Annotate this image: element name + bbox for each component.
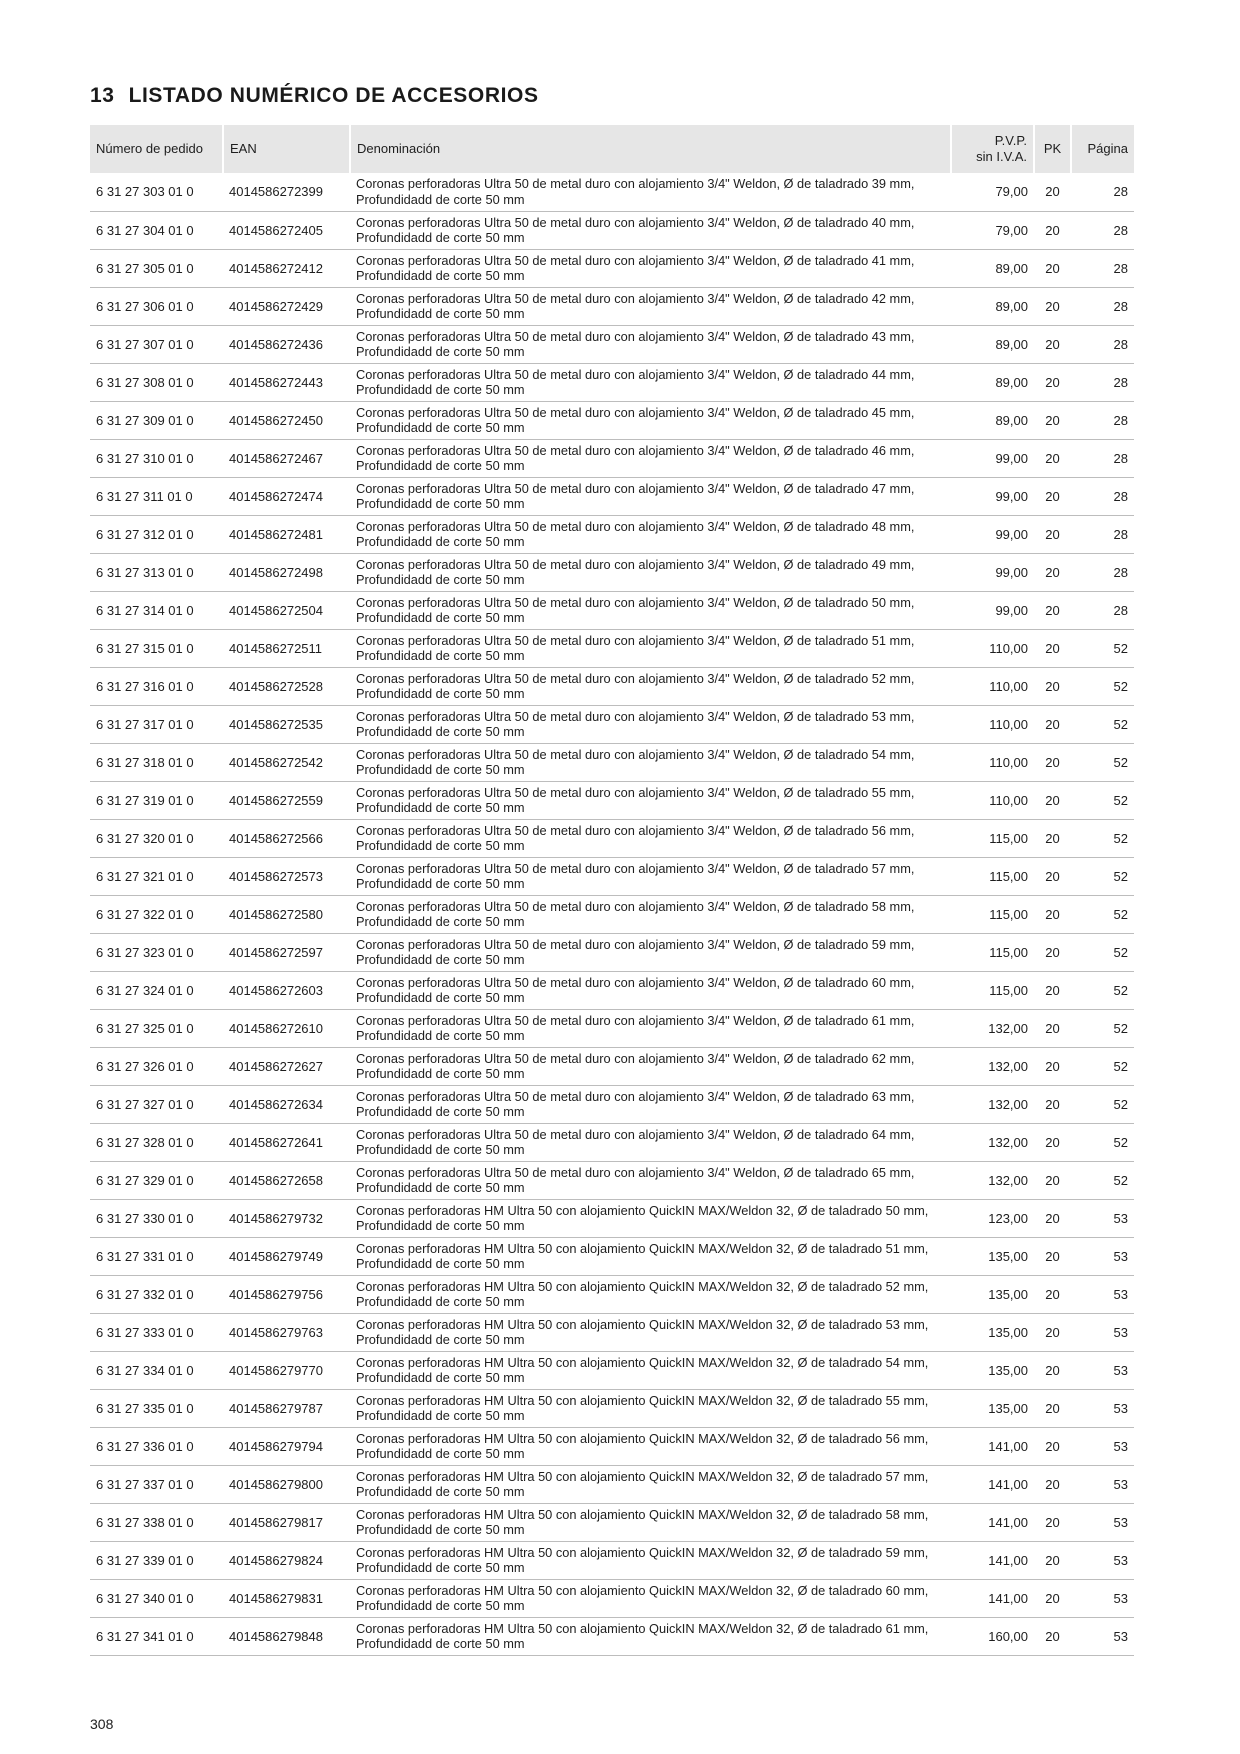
section-number: 13 xyxy=(90,84,115,108)
cell-pk: 20 xyxy=(1045,1590,1060,1606)
cell-ean: 4014586272658 xyxy=(229,1172,323,1188)
cell-page: 28 xyxy=(1113,260,1128,276)
cell-price: 135,00 xyxy=(988,1248,1028,1264)
cell-price: 115,00 xyxy=(989,830,1028,846)
cell-name: Coronas perforadoras Ultra 50 de metal duro con alojamiento 3/4" Weldon, Ø de taladrado 52 mm, Profundidadd de corte 50 mm xyxy=(356,670,915,701)
cell-ean: 4014586272634 xyxy=(229,1096,323,1112)
cell-page: 53 xyxy=(1113,1514,1128,1530)
cell-pk: 20 xyxy=(1045,298,1060,314)
cell-pk: 20 xyxy=(1045,1324,1060,1340)
cell-order-number: 6 31 27 340 01 0 xyxy=(96,1590,194,1606)
cell-price: 115,00 xyxy=(989,868,1028,884)
cell-page: 28 xyxy=(1113,526,1128,542)
cell-page: 53 xyxy=(1113,1210,1128,1226)
cell-name: Coronas perforadoras Ultra 50 de metal duro con alojamiento 3/4" Weldon, Ø de taladrado 50 mm, Profundidadd de corte 50 mm xyxy=(356,594,915,625)
cell-pk: 20 xyxy=(1045,450,1060,466)
table-row xyxy=(90,515,1134,553)
cell-page: 52 xyxy=(1113,1058,1128,1074)
cell-price: 135,00 xyxy=(988,1400,1028,1416)
cell-order-number: 6 31 27 323 01 0 xyxy=(96,944,194,960)
cell-price: 141,00 xyxy=(988,1552,1028,1568)
cell-page: 28 xyxy=(1113,298,1128,314)
cell-page: 52 xyxy=(1113,982,1128,998)
cell-ean: 4014586272443 xyxy=(229,374,323,390)
cell-ean: 4014586272627 xyxy=(229,1058,323,1074)
cell-ean: 4014586272504 xyxy=(229,602,323,618)
table-row xyxy=(90,1541,1134,1579)
cell-ean: 4014586272467 xyxy=(229,450,323,466)
table-row xyxy=(90,781,1134,819)
cell-name: Coronas perforadoras Ultra 50 de metal duro con alojamiento 3/4" Weldon, Ø de taladrado 63 mm, Profundidadd de corte 50 mm xyxy=(356,1088,915,1119)
table-row xyxy=(90,173,1134,211)
table-row xyxy=(90,211,1134,249)
cell-pk: 20 xyxy=(1045,1286,1060,1302)
cell-name: Coronas perforadoras Ultra 50 de metal duro con alojamiento 3/4" Weldon, Ø de taladrado 54 mm, Profundidadd de corte 50 mm xyxy=(356,746,915,777)
header-row xyxy=(90,125,1134,173)
cell-pk: 20 xyxy=(1045,1020,1060,1036)
cell-name: Coronas perforadoras Ultra 50 de metal duro con alojamiento 3/4" Weldon, Ø de taladrado 60 mm, Profundidadd de corte 50 mm xyxy=(356,974,915,1005)
table-row xyxy=(90,363,1134,401)
cell-price: 141,00 xyxy=(988,1476,1028,1492)
table-row xyxy=(90,1579,1134,1617)
cell-page: 53 xyxy=(1113,1286,1128,1302)
cell-price: 110,00 xyxy=(989,640,1028,656)
header-pk: PK xyxy=(1034,125,1071,173)
cell-price: 99,00 xyxy=(995,526,1028,542)
cell-name: Coronas perforadoras HM Ultra 50 con alojamiento QuickIN MAX/Weldon 32, Ø de taladrado 53 mm, Profundidadd de corte 50 mm xyxy=(356,1316,929,1347)
cell-order-number: 6 31 27 320 01 0 xyxy=(96,830,194,846)
cell-ean: 4014586279848 xyxy=(229,1628,323,1644)
cell-pk: 20 xyxy=(1045,830,1060,846)
cell-order-number: 6 31 27 312 01 0 xyxy=(96,526,194,542)
cell-ean: 4014586272429 xyxy=(229,298,323,314)
cell-ean: 4014586272436 xyxy=(229,336,323,352)
accessories-table xyxy=(90,125,1134,1656)
cell-ean: 4014586279824 xyxy=(229,1552,323,1568)
cell-pk: 20 xyxy=(1045,564,1060,580)
cell-ean: 4014586272405 xyxy=(229,222,323,238)
cell-order-number: 6 31 27 310 01 0 xyxy=(96,450,194,466)
table-row xyxy=(90,401,1134,439)
table-row xyxy=(90,1047,1134,1085)
cell-price: 132,00 xyxy=(988,1020,1028,1036)
cell-pk: 20 xyxy=(1045,1552,1060,1568)
cell-ean: 4014586272450 xyxy=(229,412,323,428)
cell-price: 89,00 xyxy=(995,260,1028,276)
cell-ean: 4014586272641 xyxy=(229,1134,323,1150)
cell-ean: 4014586272511 xyxy=(229,640,323,656)
table-row xyxy=(90,1617,1134,1655)
cell-ean: 4014586279732 xyxy=(229,1210,323,1226)
cell-pk: 20 xyxy=(1045,374,1060,390)
table-row xyxy=(90,553,1134,591)
cell-ean: 4014586279787 xyxy=(229,1400,323,1416)
cell-name: Coronas perforadoras Ultra 50 de metal duro con alojamiento 3/4" Weldon, Ø de taladrado 62 mm, Profundidadd de corte 50 mm xyxy=(356,1050,915,1081)
cell-order-number: 6 31 27 329 01 0 xyxy=(96,1172,194,1188)
cell-price: 141,00 xyxy=(988,1514,1028,1530)
cell-page: 52 xyxy=(1113,1020,1128,1036)
cell-pk: 20 xyxy=(1045,526,1060,542)
cell-pk: 20 xyxy=(1045,1210,1060,1226)
cell-page: 52 xyxy=(1113,1172,1128,1188)
cell-price: 89,00 xyxy=(995,336,1028,352)
cell-name: Coronas perforadoras Ultra 50 de metal duro con alojamiento 3/4" Weldon, Ø de taladrado 45 mm, Profundidadd de corte 50 mm xyxy=(356,404,915,435)
cell-price: 99,00 xyxy=(995,564,1028,580)
cell-order-number: 6 31 27 324 01 0 xyxy=(96,982,194,998)
cell-page: 53 xyxy=(1113,1248,1128,1264)
cell-order-number: 6 31 27 322 01 0 xyxy=(96,906,194,922)
cell-page: 53 xyxy=(1113,1438,1128,1454)
cell-pk: 20 xyxy=(1045,602,1060,618)
cell-order-number: 6 31 27 319 01 0 xyxy=(96,792,194,808)
cell-price: 123,00 xyxy=(988,1210,1028,1226)
table-row xyxy=(90,325,1134,363)
cell-name: Coronas perforadoras Ultra 50 de metal duro con alojamiento 3/4" Weldon, Ø de taladrado 46 mm, Profundidadd de corte 50 mm xyxy=(356,442,915,473)
table-row xyxy=(90,1275,1134,1313)
cell-page: 28 xyxy=(1113,222,1128,238)
cell-page: 28 xyxy=(1113,374,1128,390)
table-row xyxy=(90,1313,1134,1351)
cell-pk: 20 xyxy=(1045,260,1060,276)
cell-ean: 4014586272498 xyxy=(229,564,323,580)
cell-order-number: 6 31 27 336 01 0 xyxy=(96,1438,194,1454)
table-row xyxy=(90,1237,1134,1275)
table-row xyxy=(90,439,1134,477)
cell-name: Coronas perforadoras Ultra 50 de metal duro con alojamiento 3/4" Weldon, Ø de taladrado 40 mm, Profundidadd de corte 50 mm xyxy=(356,214,915,245)
cell-name: Coronas perforadoras HM Ultra 50 con alojamiento QuickIN MAX/Weldon 32, Ø de taladrado 59 mm, Profundidadd de corte 50 mm xyxy=(356,1544,929,1575)
cell-ean: 4014586272528 xyxy=(229,678,323,694)
table-row xyxy=(90,1503,1134,1541)
cell-order-number: 6 31 27 327 01 0 xyxy=(96,1096,194,1112)
cell-name: Coronas perforadoras Ultra 50 de metal duro con alojamiento 3/4" Weldon, Ø de taladrado 48 mm, Profundidadd de corte 50 mm xyxy=(356,518,915,549)
header-ean: EAN xyxy=(223,125,350,173)
table-row xyxy=(90,1199,1134,1237)
cell-name: Coronas perforadoras HM Ultra 50 con alojamiento QuickIN MAX/Weldon 32, Ø de taladrado 55 mm, Profundidadd de corte 50 mm xyxy=(356,1392,929,1423)
cell-price: 115,00 xyxy=(989,944,1028,960)
cell-ean: 4014586272566 xyxy=(229,830,323,846)
table-body xyxy=(90,173,1134,1655)
cell-price: 89,00 xyxy=(995,298,1028,314)
cell-pk: 20 xyxy=(1045,792,1060,808)
cell-order-number: 6 31 27 328 01 0 xyxy=(96,1134,194,1150)
cell-price: 79,00 xyxy=(995,222,1028,238)
cell-price: 115,00 xyxy=(989,982,1028,998)
cell-price: 79,00 xyxy=(995,184,1028,200)
table-row xyxy=(90,1351,1134,1389)
cell-ean: 4014586279763 xyxy=(229,1324,323,1340)
cell-ean: 4014586272542 xyxy=(229,754,323,770)
header-price xyxy=(951,125,1034,173)
cell-order-number: 6 31 27 305 01 0 xyxy=(96,260,194,276)
cell-pk: 20 xyxy=(1045,412,1060,428)
cell-price: 99,00 xyxy=(995,450,1028,466)
cell-page: 53 xyxy=(1113,1628,1128,1644)
cell-order-number: 6 31 27 338 01 0 xyxy=(96,1514,194,1530)
cell-name: Coronas perforadoras Ultra 50 de metal duro con alojamiento 3/4" Weldon, Ø de taladrado 64 mm, Profundidadd de corte 50 mm xyxy=(356,1126,915,1157)
cell-name: Coronas perforadoras Ultra 50 de metal duro con alojamiento 3/4" Weldon, Ø de taladrado 44 mm, Profundidadd de corte 50 mm xyxy=(356,366,915,397)
cell-pk: 20 xyxy=(1045,982,1060,998)
cell-pk: 20 xyxy=(1045,906,1060,922)
table-row xyxy=(90,819,1134,857)
cell-pk: 20 xyxy=(1045,1058,1060,1074)
table-row xyxy=(90,933,1134,971)
cell-page: 52 xyxy=(1113,716,1128,732)
cell-price: 110,00 xyxy=(989,678,1028,694)
cell-price: 160,00 xyxy=(988,1628,1028,1644)
cell-name: Coronas perforadoras Ultra 50 de metal duro con alojamiento 3/4" Weldon, Ø de taladrado 59 mm, Profundidadd de corte 50 mm xyxy=(356,936,915,967)
cell-order-number: 6 31 27 330 01 0 xyxy=(96,1210,194,1226)
cell-ean: 4014586272474 xyxy=(229,488,323,504)
cell-price: 132,00 xyxy=(988,1134,1028,1150)
cell-page: 52 xyxy=(1113,640,1128,656)
table-row xyxy=(90,667,1134,705)
cell-page: 52 xyxy=(1113,1134,1128,1150)
cell-order-number: 6 31 27 304 01 0 xyxy=(96,222,194,238)
cell-name: Coronas perforadoras HM Ultra 50 con alojamiento QuickIN MAX/Weldon 32, Ø de taladrado 54 mm, Profundidadd de corte 50 mm xyxy=(356,1354,929,1385)
cell-name: Coronas perforadoras Ultra 50 de metal duro con alojamiento 3/4" Weldon, Ø de taladrado 57 mm, Profundidadd de corte 50 mm xyxy=(356,860,915,891)
cell-order-number: 6 31 27 333 01 0 xyxy=(96,1324,194,1340)
cell-page: 28 xyxy=(1113,602,1128,618)
cell-pk: 20 xyxy=(1045,716,1060,732)
header-price-line2: sin I.V.A. xyxy=(976,149,1027,164)
cell-name: Coronas perforadoras Ultra 50 de metal duro con alojamiento 3/4" Weldon, Ø de taladrado 41 mm, Profundidadd de corte 50 mm xyxy=(356,252,915,283)
header-order-number: Número de pedido xyxy=(96,141,203,156)
cell-order-number: 6 31 27 332 01 0 xyxy=(96,1286,194,1302)
cell-ean: 4014586272559 xyxy=(229,792,323,808)
cell-order-number: 6 31 27 316 01 0 xyxy=(96,678,194,694)
cell-order-number: 6 31 27 318 01 0 xyxy=(96,754,194,770)
cell-order-number: 6 31 27 307 01 0 xyxy=(96,336,194,352)
cell-name: Coronas perforadoras HM Ultra 50 con alojamiento QuickIN MAX/Weldon 32, Ø de taladrado 60 mm, Profundidadd de corte 50 mm xyxy=(356,1582,929,1613)
cell-pk: 20 xyxy=(1045,944,1060,960)
cell-page: 53 xyxy=(1113,1324,1128,1340)
cell-page: 53 xyxy=(1113,1590,1128,1606)
cell-order-number: 6 31 27 303 01 0 xyxy=(96,184,194,200)
cell-ean: 4014586272580 xyxy=(229,906,323,922)
cell-page: 28 xyxy=(1113,336,1128,352)
cell-price: 99,00 xyxy=(995,602,1028,618)
cell-order-number: 6 31 27 335 01 0 xyxy=(96,1400,194,1416)
table-row xyxy=(90,1427,1134,1465)
cell-page: 28 xyxy=(1113,412,1128,428)
cell-page: 52 xyxy=(1113,792,1128,808)
table-row xyxy=(90,287,1134,325)
cell-pk: 20 xyxy=(1045,1172,1060,1188)
cell-ean: 4014586272610 xyxy=(229,1020,323,1036)
cell-page: 52 xyxy=(1113,868,1128,884)
cell-price: 89,00 xyxy=(995,374,1028,390)
table-row xyxy=(90,705,1134,743)
cell-order-number: 6 31 27 326 01 0 xyxy=(96,1058,194,1074)
cell-order-number: 6 31 27 339 01 0 xyxy=(96,1552,194,1568)
cell-order-number: 6 31 27 314 01 0 xyxy=(96,602,194,618)
table-row xyxy=(90,1465,1134,1503)
cell-ean: 4014586272603 xyxy=(229,982,323,998)
cell-page: 52 xyxy=(1113,830,1128,846)
cell-name: Coronas perforadoras HM Ultra 50 con alojamiento QuickIN MAX/Weldon 32, Ø de taladrado 61 mm, Profundidadd de corte 50 mm xyxy=(356,1620,929,1651)
cell-order-number: 6 31 27 321 01 0 xyxy=(96,868,194,884)
cell-order-number: 6 31 27 309 01 0 xyxy=(96,412,194,428)
cell-price: 115,00 xyxy=(989,906,1028,922)
cell-name: Coronas perforadoras Ultra 50 de metal duro con alojamiento 3/4" Weldon, Ø de taladrado 47 mm, Profundidadd de corte 50 mm xyxy=(356,480,915,511)
cell-pk: 20 xyxy=(1045,1400,1060,1416)
table-header xyxy=(90,125,1134,173)
cell-order-number: 6 31 27 315 01 0 xyxy=(96,640,194,656)
table-row xyxy=(90,1389,1134,1427)
section-title: LISTADO NUMÉRICO DE ACCESORIOS xyxy=(128,84,539,108)
cell-pk: 20 xyxy=(1045,1438,1060,1454)
cell-price: 135,00 xyxy=(988,1324,1028,1340)
cell-name: Coronas perforadoras HM Ultra 50 con alojamiento QuickIN MAX/Weldon 32, Ø de taladrado 57 mm, Profundidadd de corte 50 mm xyxy=(356,1468,929,1499)
table-row xyxy=(90,971,1134,1009)
cell-name: Coronas perforadoras Ultra 50 de metal duro con alojamiento 3/4" Weldon, Ø de taladrado 51 mm, Profundidadd de corte 50 mm xyxy=(356,632,915,663)
cell-name: Coronas perforadoras Ultra 50 de metal duro con alojamiento 3/4" Weldon, Ø de taladrado 43 mm, Profundidadd de corte 50 mm xyxy=(356,328,915,359)
cell-order-number: 6 31 27 341 01 0 xyxy=(96,1628,194,1644)
cell-ean: 4014586272597 xyxy=(229,944,323,960)
cell-page: 28 xyxy=(1113,184,1128,200)
cell-price: 110,00 xyxy=(989,792,1028,808)
cell-name: Coronas perforadoras Ultra 50 de metal duro con alojamiento 3/4" Weldon, Ø de taladrado 53 mm, Profundidadd de corte 50 mm xyxy=(356,708,915,739)
cell-pk: 20 xyxy=(1045,1362,1060,1378)
cell-pk: 20 xyxy=(1045,640,1060,656)
cell-ean: 4014586279756 xyxy=(229,1286,323,1302)
header-price-line1: P.V.P. xyxy=(994,133,1027,148)
cell-page: 53 xyxy=(1113,1476,1128,1492)
page-number: 308 xyxy=(90,1716,114,1732)
cell-pk: 20 xyxy=(1045,678,1060,694)
table-row xyxy=(90,895,1134,933)
cell-page: 52 xyxy=(1113,754,1128,770)
cell-pk: 20 xyxy=(1045,1096,1060,1112)
cell-page: 28 xyxy=(1113,564,1128,580)
cell-ean: 4014586272573 xyxy=(229,868,323,884)
cell-page: 53 xyxy=(1113,1400,1128,1416)
cell-order-number: 6 31 27 317 01 0 xyxy=(96,716,194,732)
cell-ean: 4014586279770 xyxy=(229,1362,323,1378)
cell-order-number: 6 31 27 331 01 0 xyxy=(96,1248,194,1264)
cell-name: Coronas perforadoras HM Ultra 50 con alojamiento QuickIN MAX/Weldon 32, Ø de taladrado 50 mm, Profundidadd de corte 50 mm xyxy=(356,1202,929,1233)
cell-order-number: 6 31 27 325 01 0 xyxy=(96,1020,194,1036)
cell-name: Coronas perforadoras HM Ultra 50 con alojamiento QuickIN MAX/Weldon 32, Ø de taladrado 58 mm, Profundidadd de corte 50 mm xyxy=(356,1506,929,1537)
cell-name: Coronas perforadoras HM Ultra 50 con alojamiento QuickIN MAX/Weldon 32, Ø de taladrado 52 mm, Profundidadd de corte 50 mm xyxy=(356,1278,929,1309)
cell-name: Coronas perforadoras Ultra 50 de metal duro con alojamiento 3/4" Weldon, Ø de taladrado 49 mm, Profundidadd de corte 50 mm xyxy=(356,556,915,587)
cell-page: 53 xyxy=(1113,1362,1128,1378)
cell-name: Coronas perforadoras Ultra 50 de metal duro con alojamiento 3/4" Weldon, Ø de taladrado 39 mm, Profundidadd de corte 50 mm xyxy=(356,176,915,207)
table-row xyxy=(90,743,1134,781)
cell-order-number: 6 31 27 308 01 0 xyxy=(96,374,194,390)
cell-name: Coronas perforadoras Ultra 50 de metal duro con alojamiento 3/4" Weldon, Ø de taladrado 58 mm, Profundidadd de corte 50 mm xyxy=(356,898,915,929)
cell-pk: 20 xyxy=(1045,1514,1060,1530)
table-row xyxy=(90,1009,1134,1047)
cell-pk: 20 xyxy=(1045,868,1060,884)
cell-ean: 4014586272535 xyxy=(229,716,323,732)
cell-name: Coronas perforadoras Ultra 50 de metal duro con alojamiento 3/4" Weldon, Ø de taladrado 42 mm, Profundidadd de corte 50 mm xyxy=(356,290,915,321)
header-name: Denominación xyxy=(350,125,951,173)
header-page: Página xyxy=(1071,125,1134,173)
cell-page: 52 xyxy=(1113,678,1128,694)
cell-pk: 20 xyxy=(1045,1628,1060,1644)
cell-price: 132,00 xyxy=(988,1172,1028,1188)
cell-page: 28 xyxy=(1113,450,1128,466)
table-row xyxy=(90,249,1134,287)
cell-page: 52 xyxy=(1113,944,1128,960)
cell-order-number: 6 31 27 311 01 0 xyxy=(96,488,193,504)
cell-pk: 20 xyxy=(1045,754,1060,770)
cell-ean: 4014586272481 xyxy=(229,526,323,542)
cell-pk: 20 xyxy=(1045,336,1060,352)
table-row xyxy=(90,1123,1134,1161)
section-heading xyxy=(90,84,539,108)
table-row xyxy=(90,629,1134,667)
cell-pk: 20 xyxy=(1045,1476,1060,1492)
cell-ean: 4014586279831 xyxy=(229,1590,323,1606)
cell-order-number: 6 31 27 334 01 0 xyxy=(96,1362,194,1378)
cell-pk: 20 xyxy=(1045,1248,1060,1264)
cell-pk: 20 xyxy=(1045,222,1060,238)
cell-order-number: 6 31 27 306 01 0 xyxy=(96,298,194,314)
cell-pk: 20 xyxy=(1045,184,1060,200)
cell-price: 135,00 xyxy=(988,1286,1028,1302)
cell-price: 135,00 xyxy=(988,1362,1028,1378)
cell-order-number: 6 31 27 337 01 0 xyxy=(96,1476,194,1492)
cell-price: 110,00 xyxy=(989,754,1028,770)
table-row xyxy=(90,477,1134,515)
cell-price: 132,00 xyxy=(988,1096,1028,1112)
cell-page: 53 xyxy=(1113,1552,1128,1568)
table-row xyxy=(90,1085,1134,1123)
cell-price: 141,00 xyxy=(988,1438,1028,1454)
cell-name: Coronas perforadoras Ultra 50 de metal duro con alojamiento 3/4" Weldon, Ø de taladrado 61 mm, Profundidadd de corte 50 mm xyxy=(356,1012,915,1043)
cell-name: Coronas perforadoras Ultra 50 de metal duro con alojamiento 3/4" Weldon, Ø de taladrado 55 mm, Profundidadd de corte 50 mm xyxy=(356,784,915,815)
cell-pk: 20 xyxy=(1045,488,1060,504)
cell-ean: 4014586272412 xyxy=(229,260,323,276)
cell-order-number: 6 31 27 313 01 0 xyxy=(96,564,194,580)
table-row xyxy=(90,1161,1134,1199)
cell-page: 52 xyxy=(1113,1096,1128,1112)
table-row xyxy=(90,857,1134,895)
cell-price: 110,00 xyxy=(989,716,1028,732)
cell-page: 52 xyxy=(1113,906,1128,922)
cell-name: Coronas perforadoras Ultra 50 de metal duro con alojamiento 3/4" Weldon, Ø de taladrado 56 mm, Profundidadd de corte 50 mm xyxy=(356,822,915,853)
cell-price: 132,00 xyxy=(988,1058,1028,1074)
cell-price: 141,00 xyxy=(988,1590,1028,1606)
cell-ean: 4014586272399 xyxy=(229,184,323,200)
cell-name: Coronas perforadoras HM Ultra 50 con alojamiento QuickIN MAX/Weldon 32, Ø de taladrado 51 mm, Profundidadd de corte 50 mm xyxy=(356,1240,929,1271)
cell-ean: 4014586279800 xyxy=(229,1476,323,1492)
cell-ean: 4014586279794 xyxy=(229,1438,323,1454)
cell-pk: 20 xyxy=(1045,1134,1060,1150)
cell-ean: 4014586279749 xyxy=(229,1248,323,1264)
cell-page: 28 xyxy=(1113,488,1128,504)
table-row xyxy=(90,591,1134,629)
cell-price: 99,00 xyxy=(995,488,1028,504)
cell-price: 89,00 xyxy=(995,412,1028,428)
cell-ean: 4014586279817 xyxy=(229,1514,323,1530)
cell-name: Coronas perforadoras Ultra 50 de metal duro con alojamiento 3/4" Weldon, Ø de taladrado 65 mm, Profundidadd de corte 50 mm xyxy=(356,1164,915,1195)
cell-name: Coronas perforadoras HM Ultra 50 con alojamiento QuickIN MAX/Weldon 32, Ø de taladrado 56 mm, Profundidadd de corte 50 mm xyxy=(356,1430,929,1461)
